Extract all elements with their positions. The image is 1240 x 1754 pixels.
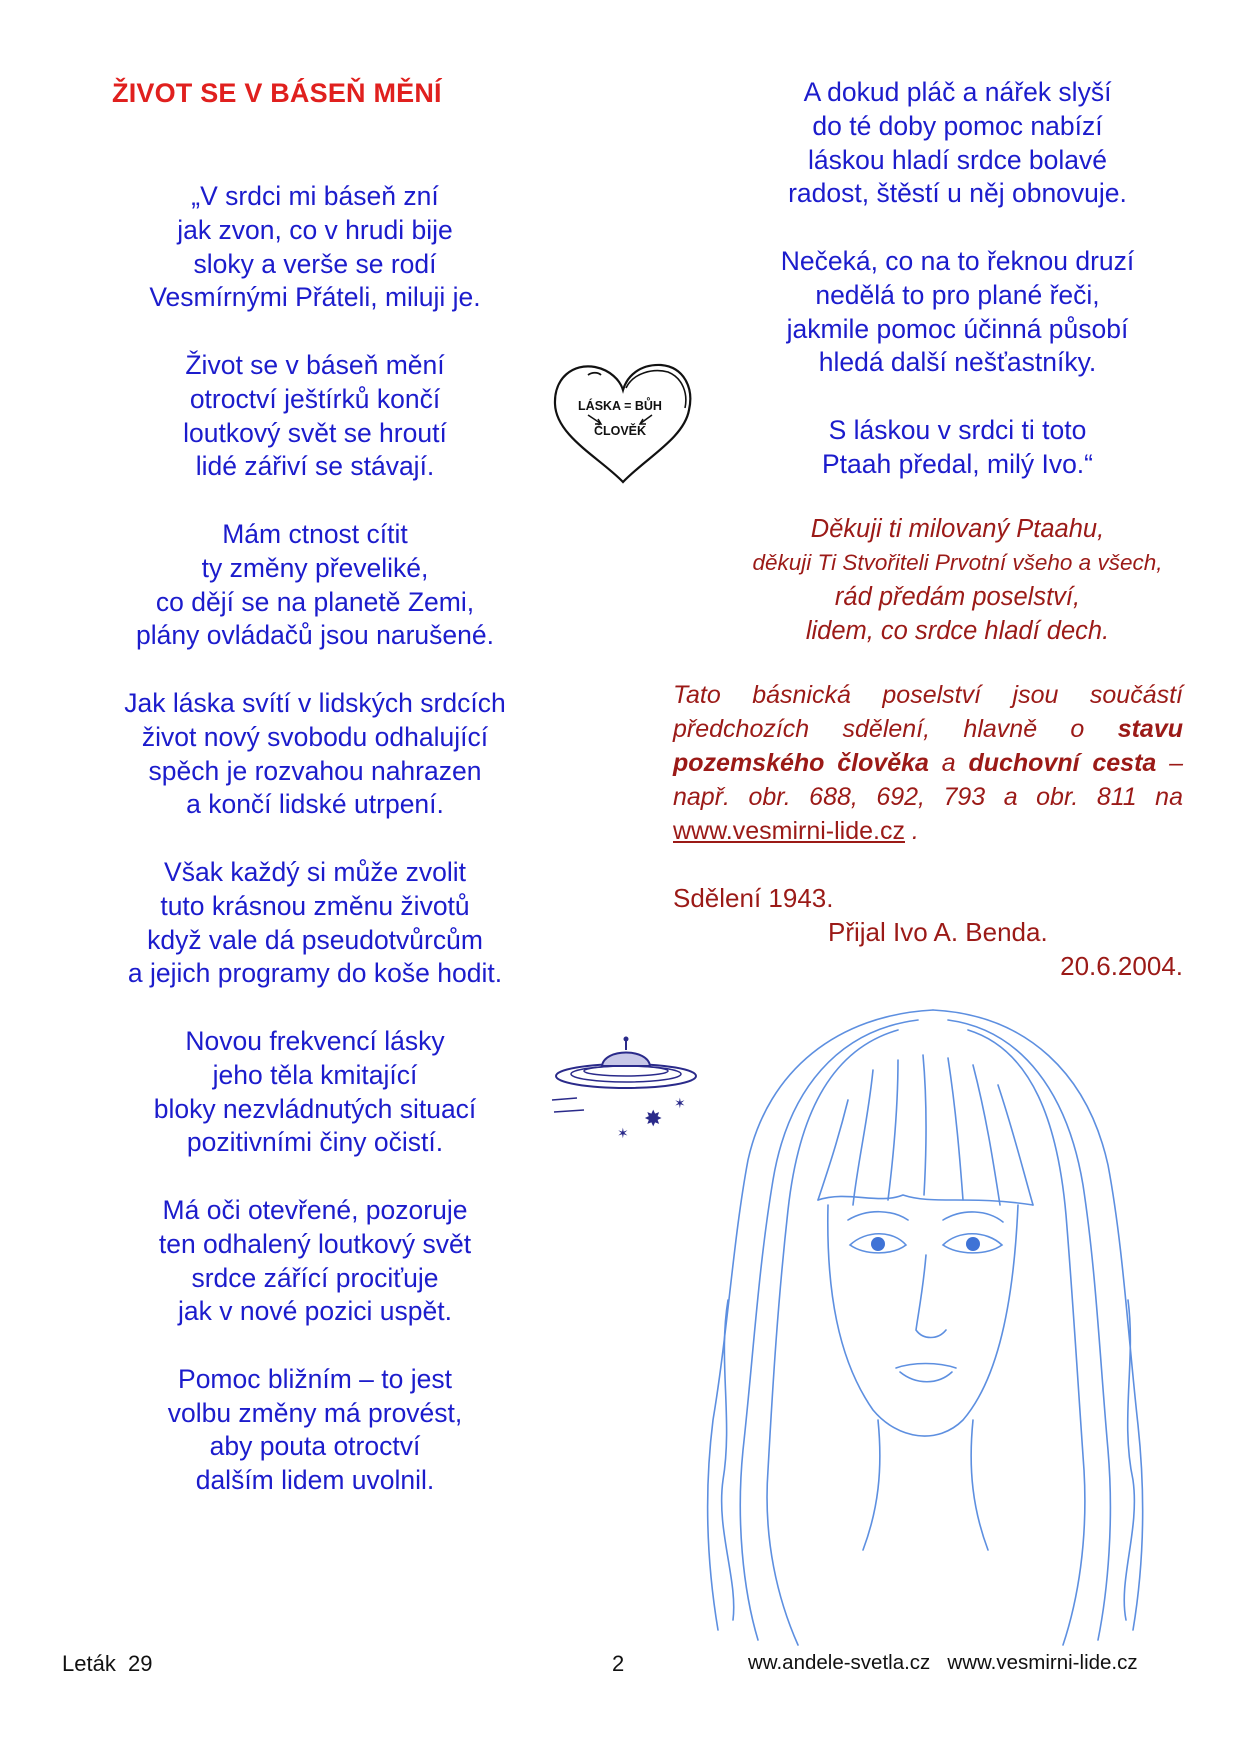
- stanza: [90, 1025, 540, 1160]
- stanza: [90, 349, 540, 484]
- right-iris: [966, 1237, 980, 1251]
- poem-line: láskou hladí srdce bolavé: [807, 144, 1108, 175]
- footer-page-number: 2: [612, 1651, 625, 1676]
- poem-line: srdce zářící prociťuje: [191, 1262, 439, 1293]
- poem-line: a jejich programy do koše hodit.: [127, 958, 503, 989]
- stanza: [90, 856, 540, 991]
- poem-line: jak v nové pozici uspět.: [178, 1296, 452, 1327]
- ufo-ring: [584, 1066, 668, 1076]
- poem-line: Nečeká, co na to řeknou druzí: [780, 245, 1135, 276]
- bang-strand: [853, 1070, 873, 1205]
- left-iris: [871, 1237, 885, 1251]
- poem-line: jakmile pomoc účinná působí: [786, 313, 1129, 344]
- stanza: [90, 687, 540, 822]
- thanks-line: Děkuji ti milovaný Ptaahu,: [810, 515, 1105, 543]
- poem-line: co dějí se na planetě Zemi,: [155, 586, 475, 617]
- neck-right: [971, 1420, 988, 1550]
- poem-line: hledá další nešťastníky.: [818, 347, 1097, 378]
- motion-line: [554, 1110, 584, 1112]
- poem-line: Vesmírnými Přáteli, miluji je.: [149, 282, 481, 313]
- bang-strand: [973, 1065, 1000, 1205]
- stanza: [90, 518, 540, 653]
- mouth-upper: [896, 1364, 956, 1369]
- note-text: a: [928, 749, 969, 777]
- poem-line: jeho těla kmitající: [212, 1059, 418, 1090]
- poem-line: spěch je rozvahou nahrazen: [148, 755, 482, 786]
- ufo-dome: [602, 1053, 650, 1067]
- neck-left: [863, 1420, 880, 1550]
- hair-right-outer: [933, 1010, 1143, 1630]
- poem-line: volbu změny má provést,: [167, 1397, 463, 1428]
- footer-leaflet-number: Leták 29: [62, 1651, 153, 1676]
- poem-line: Mám ctnost cítit: [222, 518, 408, 549]
- stanza: [700, 76, 1215, 211]
- stanza: [700, 245, 1215, 380]
- left-eyebrow: [848, 1212, 908, 1220]
- poem-line: plány ovládačů jsou narušené.: [136, 620, 494, 651]
- poem-line: loutkový svět se hroutí: [183, 417, 447, 448]
- hair-strand: [740, 1020, 918, 1640]
- star-icon: ✸: [644, 1107, 663, 1132]
- poem-line: Ptaah předal, milý Ivo.“: [821, 448, 1093, 479]
- heart-highlight: [588, 373, 601, 375]
- poem-line: sloky a verše se rodí: [193, 248, 437, 279]
- date: 20.6.2004.: [1060, 951, 1183, 981]
- ufo-antenna-tip: [624, 1037, 629, 1042]
- source-note: [673, 678, 1183, 848]
- poem-left-column: [90, 180, 540, 1532]
- nose: [916, 1255, 946, 1338]
- poem-line: život nový svobodu odhalující: [141, 721, 489, 752]
- stanza: [90, 1194, 540, 1329]
- hair-strand: [1124, 1300, 1134, 1620]
- poem-line: Život se v báseň mění: [185, 349, 445, 380]
- poem-line: Má oči otevřené, pozoruje: [162, 1194, 468, 1225]
- poem-line: Však každý si může zvolit: [164, 856, 466, 887]
- bang-strand: [888, 1060, 898, 1200]
- hair-strand: [948, 1020, 1110, 1640]
- note-bold: stavu pozemského člověka: [673, 715, 1183, 777]
- portrait-drawing: [688, 1000, 1168, 1650]
- bang-strand: [923, 1055, 926, 1195]
- bang-strand: [818, 1100, 848, 1200]
- page-title: ŽIVOT SE V BÁSEŇ MĚNÍ: [112, 78, 442, 108]
- poem-line: otroctví ještírků končí: [189, 383, 441, 414]
- poem-line: a končí lidské utrpení.: [186, 789, 444, 820]
- poem-line: „V srdci mi báseň zní: [191, 181, 439, 211]
- ufo-drawing: [542, 1030, 712, 1170]
- thanks-line: rád předám poselství,: [834, 583, 1081, 611]
- heart-text-bottom: ČLOVĚK: [593, 424, 647, 438]
- footer-websites: ww.andele-svetla.cz www.vesmirni-lide.cz: [748, 1651, 1138, 1674]
- poem-line: když vale dá pseudotvůrcům: [147, 924, 483, 955]
- poem-line: tuto krásnou změnu životů: [160, 890, 470, 921]
- poem-line: Pomoc bližním – to jest: [178, 1363, 452, 1394]
- stanza: [90, 1363, 540, 1498]
- thanks-line: lidem, co srdce hladí dech.: [805, 617, 1110, 645]
- poem-line: lidé zářiví se stávají.: [195, 451, 435, 482]
- heart-logo: [548, 358, 698, 488]
- poem-line: Jak láska svítí v lidských srdcích: [124, 687, 506, 718]
- bang-strand: [948, 1058, 963, 1200]
- received-by: Přijal Ivo A. Benda.: [828, 917, 1048, 947]
- stanza: [90, 180, 540, 315]
- poem-line: nedělá to pro plané řeči,: [815, 279, 1100, 310]
- poem-line: S láskou v srdci ti toto: [828, 414, 1087, 445]
- hair-strand: [767, 1030, 898, 1645]
- poem-line: jak zvon, co v hrudi bije: [177, 214, 453, 245]
- right-eyebrow: [943, 1212, 1003, 1222]
- poem-line: pozitivními činy očistí.: [186, 1127, 444, 1158]
- stanza: [700, 414, 1215, 482]
- poem-line: aby pouta otroctví: [209, 1431, 421, 1462]
- poem-line: ty změny převeliké,: [201, 552, 429, 583]
- motion-line: [552, 1098, 577, 1100]
- poem-line: dalším lidem uvolnil.: [195, 1465, 435, 1496]
- heart-text-top: LÁSKA = BŮH: [578, 399, 662, 413]
- mouth-lower: [900, 1372, 952, 1382]
- poem-right-column: [700, 76, 1215, 515]
- website-link[interactable]: www.vesmirni-lide.cz: [673, 817, 905, 845]
- signature-block: [673, 881, 1183, 983]
- poem-line: ten odhalený loutkový svět: [158, 1228, 472, 1259]
- poem-line: bloky nezvládnutých situací: [153, 1093, 477, 1124]
- bang-edge: [818, 1195, 1033, 1205]
- note-text: .: [904, 817, 919, 845]
- note-text: Tato básnická poselství jsou součástí předchozích sdělení, hlavně o: [673, 681, 1183, 743]
- thanks-line: děkuji Ti Stvořiteli Prvotní všeho a všech,: [752, 550, 1163, 575]
- note-text: – např. obr. 688, 692, 793 a obr. 811 na: [673, 749, 1183, 811]
- star-icon: ✶: [674, 1096, 686, 1112]
- thanks-stanza: [670, 512, 1240, 648]
- note-bold: duchovní cesta: [968, 749, 1157, 777]
- message-number: Sdělení 1943.: [673, 883, 834, 913]
- bang-strand: [998, 1085, 1033, 1205]
- poem-line: Novou frekvencí lásky: [185, 1025, 445, 1056]
- poem-line: A dokud pláč a nářek slyší: [803, 77, 1112, 107]
- poem-line: radost, štěstí u něj obnovuje.: [788, 178, 1127, 209]
- star-icon: ✶: [617, 1126, 629, 1142]
- poem-line: do té doby pomoc nabízí: [812, 110, 1103, 141]
